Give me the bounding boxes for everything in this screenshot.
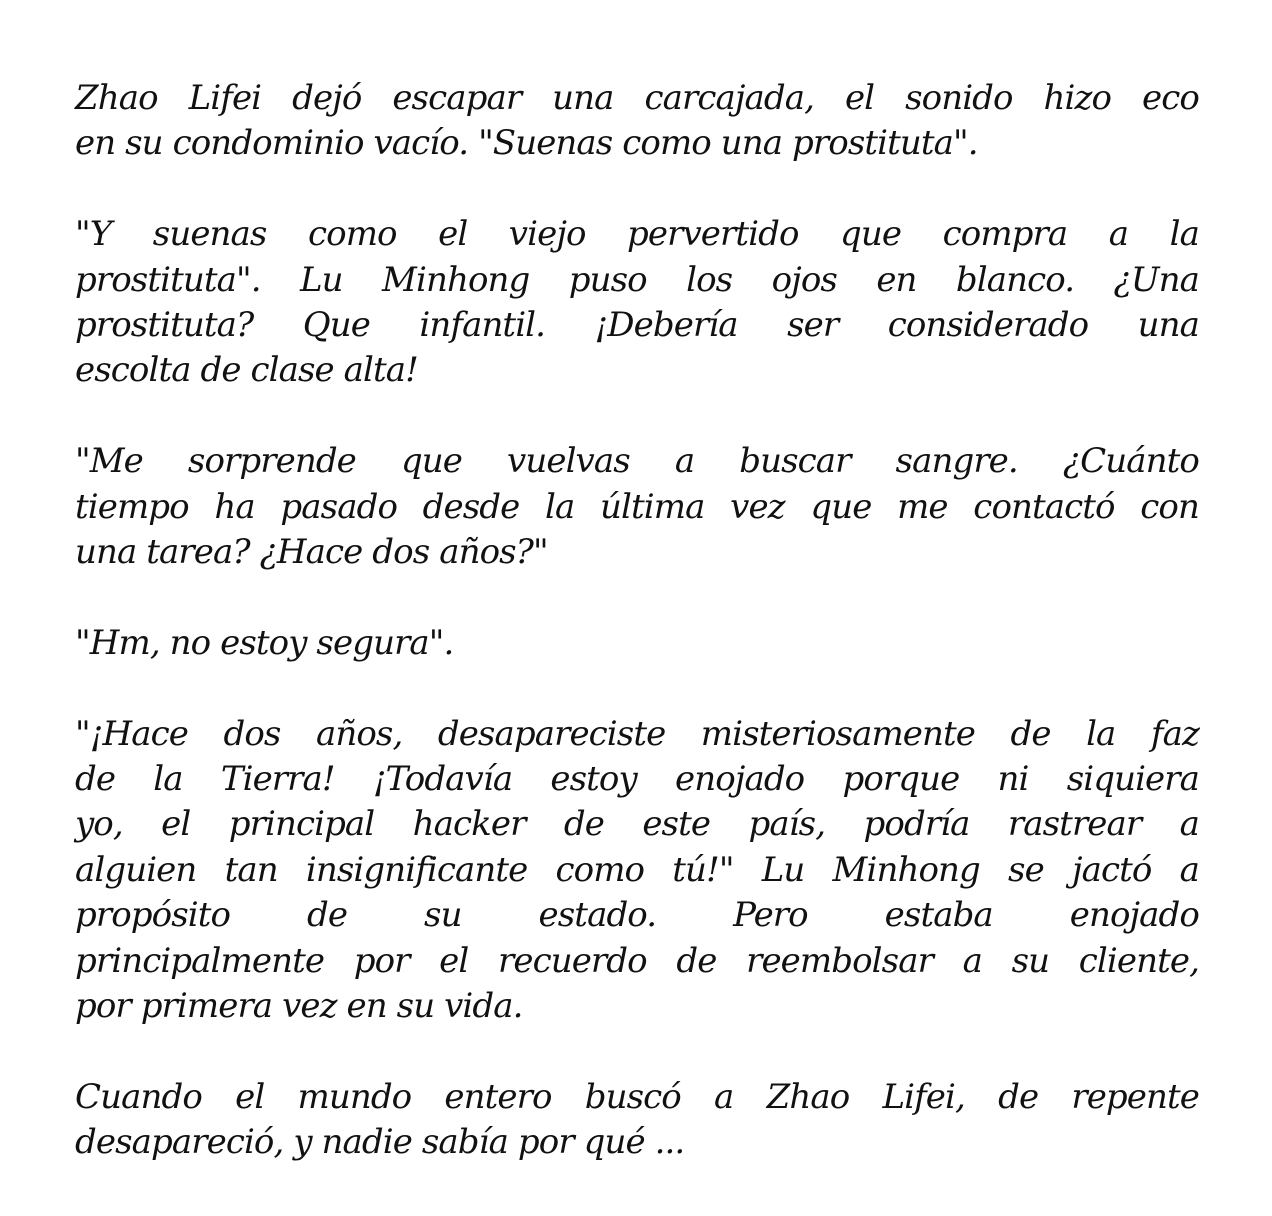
text-line: de la Tierra! ¡Todavía estoy enojado porque ni siquiera: [75, 759, 1199, 800]
text-line: "Me sorprende que vuelvas a buscar sangre. ¿Cuánto: [75, 441, 1199, 482]
text-line: desapareció, y nadie sabía por qué ...: [75, 1122, 685, 1163]
paragraph-6: [75, 1075, 1199, 1166]
text-line: alguien tan insignificante como tú!" Lu Minhong se jactó a: [75, 849, 1199, 890]
paragraph-4: [75, 621, 1199, 666]
paragraph-1: [75, 76, 1199, 167]
paragraph-2: [75, 212, 1199, 394]
text-line: en su condominio vacío. "Suenas como una prostituta".: [75, 123, 978, 164]
text-line: prostituta". Lu Minhong puso los ojos en blanco. ¿Una: [75, 259, 1199, 300]
text-line: tiempo ha pasado desde la última vez que me contactó con: [75, 486, 1199, 527]
paragraph-5: [75, 712, 1199, 1030]
text-line: Cuando el mundo entero buscó a Zhao Lifei, de repente: [75, 1076, 1199, 1117]
text-line: por primera vez en su vida.: [75, 986, 523, 1027]
text-line: prostituta? Que infantil. ¡Debería ser considerado una: [75, 305, 1199, 346]
paragraph-3: [75, 439, 1199, 575]
text-line: principalmente por el recuerdo de reembolsar a su cliente,: [75, 940, 1199, 981]
text-line: "Hm, no estoy segura".: [75, 622, 454, 663]
text-line: escolta de clase alta!: [75, 350, 418, 391]
text-line: "Y suenas como el viejo pervertido que compra a la: [75, 214, 1199, 255]
document-page: [75, 76, 1199, 1166]
text-line: propósito de su estado. Pero estaba enojado: [75, 895, 1199, 936]
text-line: "¡Hace dos años, desapareciste misteriosamente de la faz: [75, 713, 1199, 754]
text-line: una tarea? ¿Hace dos años?": [75, 532, 548, 573]
text-line: yo, el principal hacker de este país, podría rastrear a: [75, 804, 1199, 845]
text-line: Zhao Lifei dejó escapar una carcajada, el sonido hizo eco: [75, 78, 1199, 118]
